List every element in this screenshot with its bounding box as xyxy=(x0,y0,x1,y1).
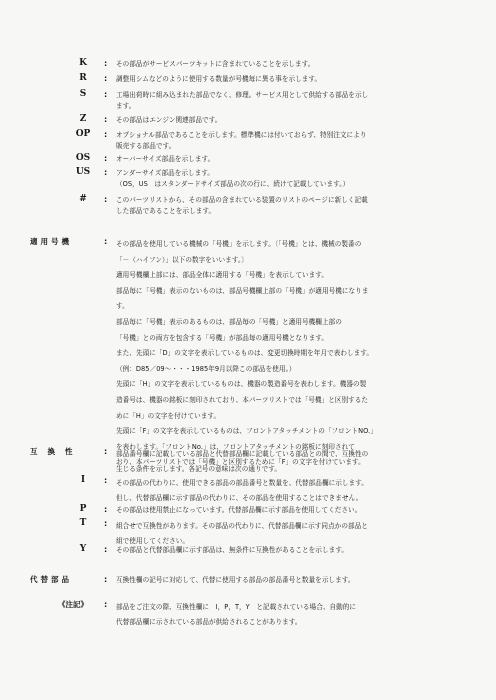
colon: : xyxy=(104,519,108,528)
code-description: その部品の代わりに、使用できる部品の部品番号と数量を、代替部品欄に示します。 但し、代替部品欄に示す部品の代わりに、その部品を使用することはできません。 xyxy=(116,479,368,502)
code-description: このパーツリストから、その部品の含まれている装置のリストのページに新しく記載 した部品であることを示します。 xyxy=(116,196,368,215)
colon: : xyxy=(104,575,108,584)
colon: : xyxy=(104,168,108,177)
code-description: 工場出荷時に組み込まれた部品でなく、修理。サービス用として供給する部品を示し ます。 xyxy=(116,91,369,110)
colon: : xyxy=(104,195,108,204)
code-symbol: OS xyxy=(75,153,91,163)
code-description: その部品と代替部品欄に示す部品は、無条件に互換性があることを示します。 xyxy=(116,546,349,554)
section-body: その部品を使用している機械の「号機」を示します。〔「号機」とは、機械の製番の 「－（ハイフン）」以下の数字をいいます。〕 適用号機欄上部には、部品全体に適用する「号機」を表示しています。 部品毎に「号機」表示のないものは、部品号機欄上部の「号機」が適用号機になりま す。 部品毎に「号機」表示のあるものは、部品毎の「号機」と適用号機欄上部の 「号機」との両方を包含する「号機」が部品毎の適用号機となります。 また、先頭に「D」の文字を表示しているものは、変更切換時期を年月で表わします。 （例：D85／09～・・・1985年9月以降この部品を使用。） 先頭に「H」の文字を表示しているものは、機器の製造番号を表わします。機器の製 造番号は、機器の銘板に刻印されており、本パーツリストでは「号機」と区別するた めに「H」の文字を付けています。 先頭に「F」の文字を表示しているものは、フロントアタッチメントの「フロントNO.」 を表わします。「フロントNo.」は、フロントアタッチメントの銘板に刻印されて おり、本パーツリストでは「号機」と区別するために「F」の文字を付けています。 xyxy=(116,240,377,467)
section-body: 互換性欄の記号に対応して、代替に使用する部品の部品番号と数量を示します。 xyxy=(116,576,355,584)
colon: : xyxy=(104,505,108,514)
code-symbol: Z xyxy=(79,114,87,124)
code-symbol: # xyxy=(79,194,87,204)
code-description: オーバーサイズ部品を示します。 xyxy=(116,155,215,163)
code-description: オプショナル部品であることを示します。標準機には付いておらず、特別注文により 販売する部品です。 xyxy=(116,131,367,150)
code-description: その部品がサービスパーツキットに含まれていることを示します。 xyxy=(116,60,315,68)
colon: : xyxy=(104,90,108,99)
code-symbol: T xyxy=(79,518,87,528)
code-description: その部品は使用禁止になっています。代替部品欄に示す部品を使用してください。 xyxy=(116,506,362,514)
section-title: 代替部品 xyxy=(30,575,72,584)
colon: : xyxy=(104,154,108,163)
code-description: その部品はエンジン関連部品です。 xyxy=(116,116,222,124)
code-symbol: P xyxy=(79,504,87,514)
section-title: 適用号機 xyxy=(30,237,72,246)
colon: : xyxy=(104,74,108,83)
code-symbol: K xyxy=(79,58,87,68)
colon: : xyxy=(104,237,108,246)
section-title: 《注記》 xyxy=(58,600,88,609)
colon: : xyxy=(104,130,108,139)
section-body: 部品番号欄に記載している部品と代替部品欄に記載している部品との間で、互換性の 生じる条件を示します。各記号の意味は次の通りです。 xyxy=(116,450,369,473)
colon: : xyxy=(104,600,108,609)
code-description: 組合せで互換性があります。その部品の代わりに、代替部品欄に示す同点かの部品と 組で使用してください。 xyxy=(116,522,368,545)
code-symbol: S xyxy=(79,89,87,99)
section-body: 部品をご注文の際、互換性欄に I，P，T，Y と記載されている場合、自動的に 代替部品欄に示されている部品が供給されることがあります。 xyxy=(116,603,357,626)
code-symbol: I xyxy=(80,475,86,485)
code-description: アンダーサイズ部品を示します。 （OS，US はスタンダードサイズ部品の次の行に、続けて記載しています。） xyxy=(116,169,350,188)
colon: : xyxy=(104,59,108,68)
colon: : xyxy=(104,115,108,124)
colon: : xyxy=(104,545,108,554)
code-description: 調整用シムなどのように使用する数量が号機毎に異る事を示します。 xyxy=(116,75,322,83)
code-symbol: Y xyxy=(79,544,87,554)
colon: : xyxy=(104,476,108,485)
code-symbol: US xyxy=(75,167,91,177)
colon: : xyxy=(104,447,108,456)
code-symbol: R xyxy=(79,73,87,83)
section-title: 互換性 xyxy=(30,447,83,456)
code-symbol: OP xyxy=(75,129,91,139)
